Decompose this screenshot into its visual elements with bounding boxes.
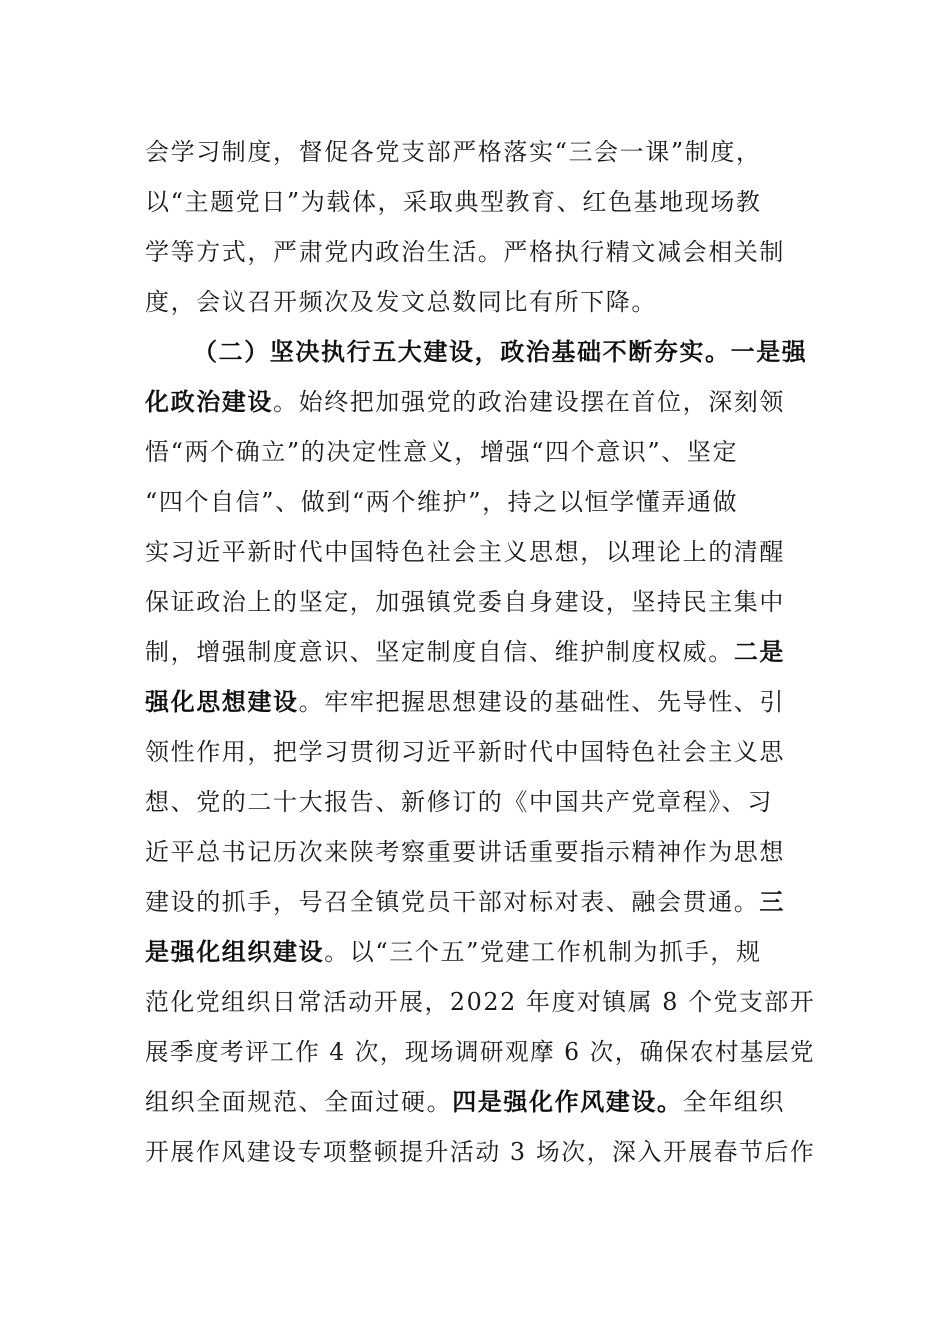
document-body bbox=[145, 132, 815, 1182]
text-line bbox=[145, 982, 816, 1032]
text-line bbox=[145, 932, 815, 982]
text-segment: 制，增强制度意识、坚定制度自信、维护制度权威。 bbox=[145, 638, 734, 666]
text-line bbox=[145, 582, 815, 632]
text-line bbox=[145, 232, 815, 282]
text-line bbox=[145, 332, 815, 382]
text-line bbox=[145, 382, 815, 432]
text-line bbox=[145, 832, 815, 882]
bold-text-segment: 化政治建设 bbox=[145, 387, 273, 416]
bold-text-segment: 二是 bbox=[733, 637, 786, 666]
bold-text-segment: 四是强化作风建设。 bbox=[452, 1087, 683, 1116]
text-line bbox=[145, 182, 815, 232]
text-segment: 。始终把加强党的政治建设摆在首位，深刻领 bbox=[273, 388, 785, 416]
text-line bbox=[145, 782, 815, 832]
text-line bbox=[145, 1132, 816, 1182]
bold-text-segment: 强化思想建设 bbox=[145, 687, 299, 716]
text-segment: 领性作用，把学习贯彻习近平新时代中国特色社会主义思 bbox=[145, 738, 785, 766]
text-segment: 想、党的二十大报告、新修订的《中国共产党章程》、习 bbox=[145, 788, 773, 816]
text-line bbox=[145, 532, 815, 582]
text-segment: 。牢牢把握思想建设的基础性、先导性、引 bbox=[298, 688, 786, 716]
bold-text-segment: 三 bbox=[759, 887, 786, 916]
text-line bbox=[145, 482, 815, 532]
text-line bbox=[145, 132, 815, 182]
text-segment: 开展作风建设专项整顿提升活动 3 场次，深入开展春节后作 bbox=[145, 1138, 816, 1166]
text-segment: 近平总书记历次来陕考察重要讲话重要指示精神作为思想 bbox=[145, 838, 785, 866]
text-line bbox=[145, 682, 815, 732]
text-segment: 建设的抓手，号召全镇党员干部对标对表、融会贯通。 bbox=[145, 888, 760, 916]
text-segment: 。以“三个五”党建工作机制为抓手，规 bbox=[324, 938, 762, 966]
text-segment: 会学习制度，督促各党支部严格落实“三会一课”制度， bbox=[145, 138, 762, 166]
text-segment: 以“主题党日”为载体，采取典型教育、红色基地现场教 bbox=[145, 188, 762, 216]
text-line bbox=[145, 282, 815, 332]
text-segment: 展季度考评工作 4 次，现场调研观摩 6 次，确保农村基层党 bbox=[145, 1038, 816, 1066]
text-segment: 范化党组织日常活动开展，2022 年度对镇属 8 个党支部开 bbox=[145, 988, 816, 1016]
text-line bbox=[145, 882, 815, 932]
text-line bbox=[145, 1032, 816, 1082]
text-segment: 组织全面规范、全面过硬。 bbox=[145, 1088, 453, 1116]
bold-text-segment: （二）坚决执行五大建设，政治基础不断夯实。一是强 bbox=[193, 337, 808, 366]
text-segment: 度，会议召开频次及发文总数同比有所下降。 bbox=[145, 288, 657, 316]
bold-text-segment: 是强化组织建设 bbox=[145, 937, 325, 966]
text-line bbox=[145, 732, 815, 782]
text-segment: 悟“两个确立”的决定性意义，增强“四个意识”、坚定 bbox=[145, 438, 739, 466]
text-segment: 实习近平新时代中国特色社会主义思想，以理论上的清醒 bbox=[145, 538, 785, 566]
text-segment: “四个自信”、做到“两个维护”，持之以恒学懂弄通做 bbox=[145, 488, 739, 516]
text-segment: 学等方式，严肃党内政治生活。严格执行精文减会相关制 bbox=[145, 238, 785, 266]
text-line bbox=[145, 632, 815, 682]
text-segment: 保证政治上的坚定，加强镇党委自身建设，坚持民主集中 bbox=[145, 588, 785, 616]
text-line bbox=[145, 1082, 815, 1132]
text-line bbox=[145, 432, 815, 482]
text-segment: 全年组织 bbox=[682, 1088, 786, 1116]
